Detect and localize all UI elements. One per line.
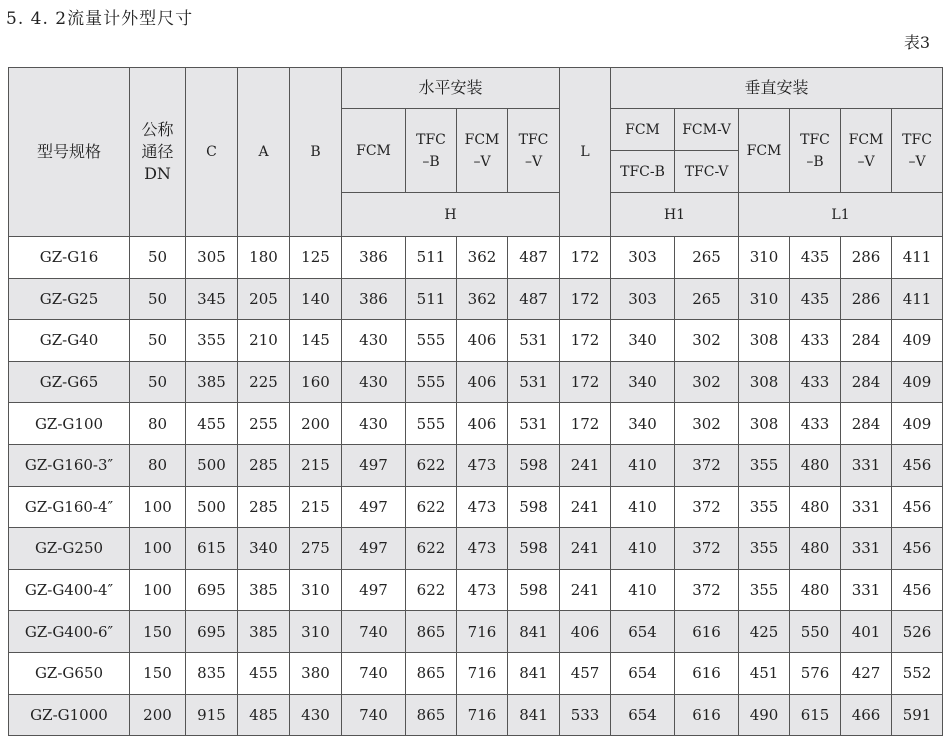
header-h1-group: H1: [611, 193, 739, 237]
table-row: [9, 278, 943, 320]
value-cell: 455: [186, 403, 238, 445]
value-cell: 435: [790, 237, 841, 279]
header-v-tfc-b-bottom: TFC-B: [611, 151, 675, 193]
value-cell: 841: [508, 652, 560, 694]
value-cell: 200: [290, 403, 342, 445]
value-cell: 497: [342, 444, 406, 486]
value-cell: 457: [560, 652, 611, 694]
value-cell: 622: [406, 444, 457, 486]
model-cell: GZ-G25: [9, 278, 130, 320]
value-cell: 340: [611, 320, 675, 362]
value-cell: 433: [790, 403, 841, 445]
value-cell: 50: [130, 361, 186, 403]
value-cell: 533: [560, 694, 611, 736]
table-row: [9, 694, 943, 736]
value-cell: 172: [560, 278, 611, 320]
value-cell: 100: [130, 569, 186, 611]
value-cell: 490: [739, 694, 790, 736]
value-cell: 302: [675, 361, 739, 403]
value-cell: 200: [130, 694, 186, 736]
value-cell: 210: [238, 320, 290, 362]
value-cell: 433: [790, 320, 841, 362]
value-cell: 385: [238, 569, 290, 611]
value-cell: 303: [611, 278, 675, 320]
value-cell: 355: [739, 569, 790, 611]
value-cell: 622: [406, 486, 457, 528]
value-cell: 205: [238, 278, 290, 320]
value-cell: 427: [841, 652, 892, 694]
value-cell: 331: [841, 444, 892, 486]
value-cell: 310: [739, 237, 790, 279]
value-cell: 456: [892, 569, 943, 611]
value-cell: 487: [508, 278, 560, 320]
value-cell: 598: [508, 486, 560, 528]
header-h-tfc-v: TFC –V: [508, 109, 560, 193]
table-row: [9, 528, 943, 570]
value-cell: 598: [508, 569, 560, 611]
value-cell: 386: [342, 278, 406, 320]
value-cell: 740: [342, 611, 406, 653]
value-cell: 80: [130, 444, 186, 486]
value-cell: 340: [611, 403, 675, 445]
value-cell: 616: [675, 652, 739, 694]
value-cell: 835: [186, 652, 238, 694]
model-cell: GZ-G160-4″: [9, 486, 130, 528]
value-cell: 308: [739, 320, 790, 362]
value-cell: 716: [457, 694, 508, 736]
header-vertical: 垂直安装: [611, 68, 943, 109]
value-cell: 451: [739, 652, 790, 694]
value-cell: 411: [892, 237, 943, 279]
value-cell: 180: [238, 237, 290, 279]
value-cell: 430: [342, 361, 406, 403]
value-cell: 265: [675, 278, 739, 320]
value-cell: 302: [675, 320, 739, 362]
value-cell: 265: [675, 237, 739, 279]
value-cell: 50: [130, 278, 186, 320]
table-row: [9, 611, 943, 653]
value-cell: 716: [457, 652, 508, 694]
value-cell: 331: [841, 486, 892, 528]
value-cell: 531: [508, 320, 560, 362]
value-cell: 140: [290, 278, 342, 320]
value-cell: 740: [342, 652, 406, 694]
value-cell: 430: [290, 694, 342, 736]
header-v-fcm-v-top: FCM-V: [675, 109, 739, 151]
table-row: [9, 652, 943, 694]
value-cell: 386: [342, 237, 406, 279]
value-cell: 372: [675, 486, 739, 528]
value-cell: 555: [406, 361, 457, 403]
value-cell: 308: [739, 403, 790, 445]
table-row: [9, 320, 943, 362]
value-cell: 622: [406, 569, 457, 611]
value-cell: 616: [675, 694, 739, 736]
header-h-group: H: [342, 193, 560, 237]
value-cell: 241: [560, 528, 611, 570]
value-cell: 497: [342, 528, 406, 570]
value-cell: 411: [892, 278, 943, 320]
header-h-tfc-b: TFC –B: [406, 109, 457, 193]
model-cell: GZ-G1000: [9, 694, 130, 736]
value-cell: 308: [739, 361, 790, 403]
header-h-fcm: FCM: [342, 109, 406, 193]
value-cell: 695: [186, 569, 238, 611]
value-cell: 591: [892, 694, 943, 736]
value-cell: 430: [342, 403, 406, 445]
value-cell: 433: [790, 361, 841, 403]
value-cell: 435: [790, 278, 841, 320]
value-cell: 225: [238, 361, 290, 403]
model-cell: GZ-G400-4″: [9, 569, 130, 611]
value-cell: 172: [560, 237, 611, 279]
model-cell: GZ-G400-6″: [9, 611, 130, 653]
value-cell: 622: [406, 528, 457, 570]
table-header: [9, 68, 943, 237]
value-cell: 526: [892, 611, 943, 653]
value-cell: 286: [841, 237, 892, 279]
value-cell: 430: [342, 320, 406, 362]
value-cell: 473: [457, 569, 508, 611]
value-cell: 598: [508, 528, 560, 570]
model-cell: GZ-G160-3″: [9, 444, 130, 486]
section-title: 5. 4. 2流量计外型尺寸: [6, 9, 194, 29]
value-cell: 480: [790, 569, 841, 611]
value-cell: 372: [675, 444, 739, 486]
value-cell: 480: [790, 528, 841, 570]
value-cell: 473: [457, 444, 508, 486]
value-cell: 285: [238, 486, 290, 528]
table-row: [9, 569, 943, 611]
value-cell: 310: [290, 611, 342, 653]
header-l1-group: L1: [739, 193, 943, 237]
value-cell: 410: [611, 569, 675, 611]
value-cell: 406: [457, 403, 508, 445]
value-cell: 303: [611, 237, 675, 279]
value-cell: 915: [186, 694, 238, 736]
value-cell: 355: [739, 444, 790, 486]
value-cell: 401: [841, 611, 892, 653]
value-cell: 695: [186, 611, 238, 653]
value-cell: 865: [406, 694, 457, 736]
value-cell: 410: [611, 444, 675, 486]
value-cell: 50: [130, 320, 186, 362]
value-cell: 550: [790, 611, 841, 653]
value-cell: 531: [508, 403, 560, 445]
model-cell: GZ-G16: [9, 237, 130, 279]
header-v-tfc-b: TFC –B: [790, 109, 841, 193]
value-cell: 172: [560, 320, 611, 362]
header-v-fcm-v: FCM –V: [841, 109, 892, 193]
model-cell: GZ-G650: [9, 652, 130, 694]
value-cell: 485: [238, 694, 290, 736]
value-cell: 302: [675, 403, 739, 445]
value-cell: 380: [290, 652, 342, 694]
value-cell: 150: [130, 611, 186, 653]
value-cell: 425: [739, 611, 790, 653]
value-cell: 740: [342, 694, 406, 736]
value-cell: 406: [560, 611, 611, 653]
value-cell: 310: [739, 278, 790, 320]
value-cell: 362: [457, 278, 508, 320]
header-model: 型号规格: [9, 68, 130, 237]
value-cell: 355: [739, 528, 790, 570]
value-cell: 487: [508, 237, 560, 279]
value-cell: 497: [342, 486, 406, 528]
value-cell: 241: [560, 569, 611, 611]
value-cell: 654: [611, 652, 675, 694]
value-cell: 215: [290, 486, 342, 528]
table-row: [9, 237, 943, 279]
value-cell: 340: [238, 528, 290, 570]
header-v-tfc-v: TFC –V: [892, 109, 943, 193]
value-cell: 80: [130, 403, 186, 445]
value-cell: 555: [406, 403, 457, 445]
value-cell: 841: [508, 694, 560, 736]
header-c: C: [186, 68, 238, 237]
value-cell: 615: [186, 528, 238, 570]
value-cell: 500: [186, 486, 238, 528]
value-cell: 473: [457, 486, 508, 528]
value-cell: 511: [406, 237, 457, 279]
value-cell: 355: [739, 486, 790, 528]
header-dn: 公称 通径 DN: [130, 68, 186, 237]
value-cell: 455: [238, 652, 290, 694]
value-cell: 241: [560, 486, 611, 528]
value-cell: 284: [841, 361, 892, 403]
value-cell: 406: [457, 320, 508, 362]
model-cell: GZ-G100: [9, 403, 130, 445]
header-v-fcm-top: FCM: [611, 109, 675, 151]
value-cell: 125: [290, 237, 342, 279]
value-cell: 340: [611, 361, 675, 403]
value-cell: 497: [342, 569, 406, 611]
header-b: B: [290, 68, 342, 237]
value-cell: 372: [675, 569, 739, 611]
value-cell: 406: [457, 361, 508, 403]
value-cell: 284: [841, 403, 892, 445]
value-cell: 385: [186, 361, 238, 403]
value-cell: 255: [238, 403, 290, 445]
value-cell: 160: [290, 361, 342, 403]
model-cell: GZ-G65: [9, 361, 130, 403]
value-cell: 552: [892, 652, 943, 694]
value-cell: 385: [238, 611, 290, 653]
value-cell: 511: [406, 278, 457, 320]
value-cell: 473: [457, 528, 508, 570]
value-cell: 331: [841, 528, 892, 570]
value-cell: 285: [238, 444, 290, 486]
value-cell: 372: [675, 528, 739, 570]
table-row: [9, 361, 943, 403]
value-cell: 616: [675, 611, 739, 653]
header-h-fcm-v: FCM –V: [457, 109, 508, 193]
value-cell: 409: [892, 361, 943, 403]
value-cell: 598: [508, 444, 560, 486]
model-cell: GZ-G40: [9, 320, 130, 362]
value-cell: 466: [841, 694, 892, 736]
value-cell: 716: [457, 611, 508, 653]
value-cell: 362: [457, 237, 508, 279]
value-cell: 409: [892, 320, 943, 362]
value-cell: 841: [508, 611, 560, 653]
value-cell: 615: [790, 694, 841, 736]
value-cell: 145: [290, 320, 342, 362]
value-cell: 50: [130, 237, 186, 279]
value-cell: 100: [130, 528, 186, 570]
value-cell: 555: [406, 320, 457, 362]
dimensions-table: [8, 67, 943, 736]
value-cell: 355: [186, 320, 238, 362]
table-body: [9, 237, 943, 736]
value-cell: 286: [841, 278, 892, 320]
value-cell: 654: [611, 694, 675, 736]
value-cell: 305: [186, 237, 238, 279]
value-cell: 215: [290, 444, 342, 486]
table-row: [9, 403, 943, 445]
value-cell: 284: [841, 320, 892, 362]
value-cell: 865: [406, 611, 457, 653]
value-cell: 456: [892, 486, 943, 528]
value-cell: 654: [611, 611, 675, 653]
value-cell: 410: [611, 486, 675, 528]
header-l: L: [560, 68, 611, 237]
value-cell: 576: [790, 652, 841, 694]
value-cell: 172: [560, 361, 611, 403]
header-v-fcm: FCM: [739, 109, 790, 193]
value-cell: 275: [290, 528, 342, 570]
value-cell: 456: [892, 528, 943, 570]
value-cell: 409: [892, 403, 943, 445]
value-cell: 531: [508, 361, 560, 403]
table-row: [9, 486, 943, 528]
value-cell: 310: [290, 569, 342, 611]
value-cell: 100: [130, 486, 186, 528]
table-label: 表3: [903, 33, 930, 52]
value-cell: 500: [186, 444, 238, 486]
value-cell: 410: [611, 528, 675, 570]
value-cell: 345: [186, 278, 238, 320]
model-cell: GZ-G250: [9, 528, 130, 570]
value-cell: 172: [560, 403, 611, 445]
table-row: [9, 444, 943, 486]
value-cell: 480: [790, 444, 841, 486]
header-horizontal: 水平安装: [342, 68, 560, 109]
header-v-tfc-v-bottom: TFC-V: [675, 151, 739, 193]
value-cell: 865: [406, 652, 457, 694]
value-cell: 241: [560, 444, 611, 486]
header-a: A: [238, 68, 290, 237]
value-cell: 331: [841, 569, 892, 611]
value-cell: 480: [790, 486, 841, 528]
value-cell: 150: [130, 652, 186, 694]
value-cell: 456: [892, 444, 943, 486]
